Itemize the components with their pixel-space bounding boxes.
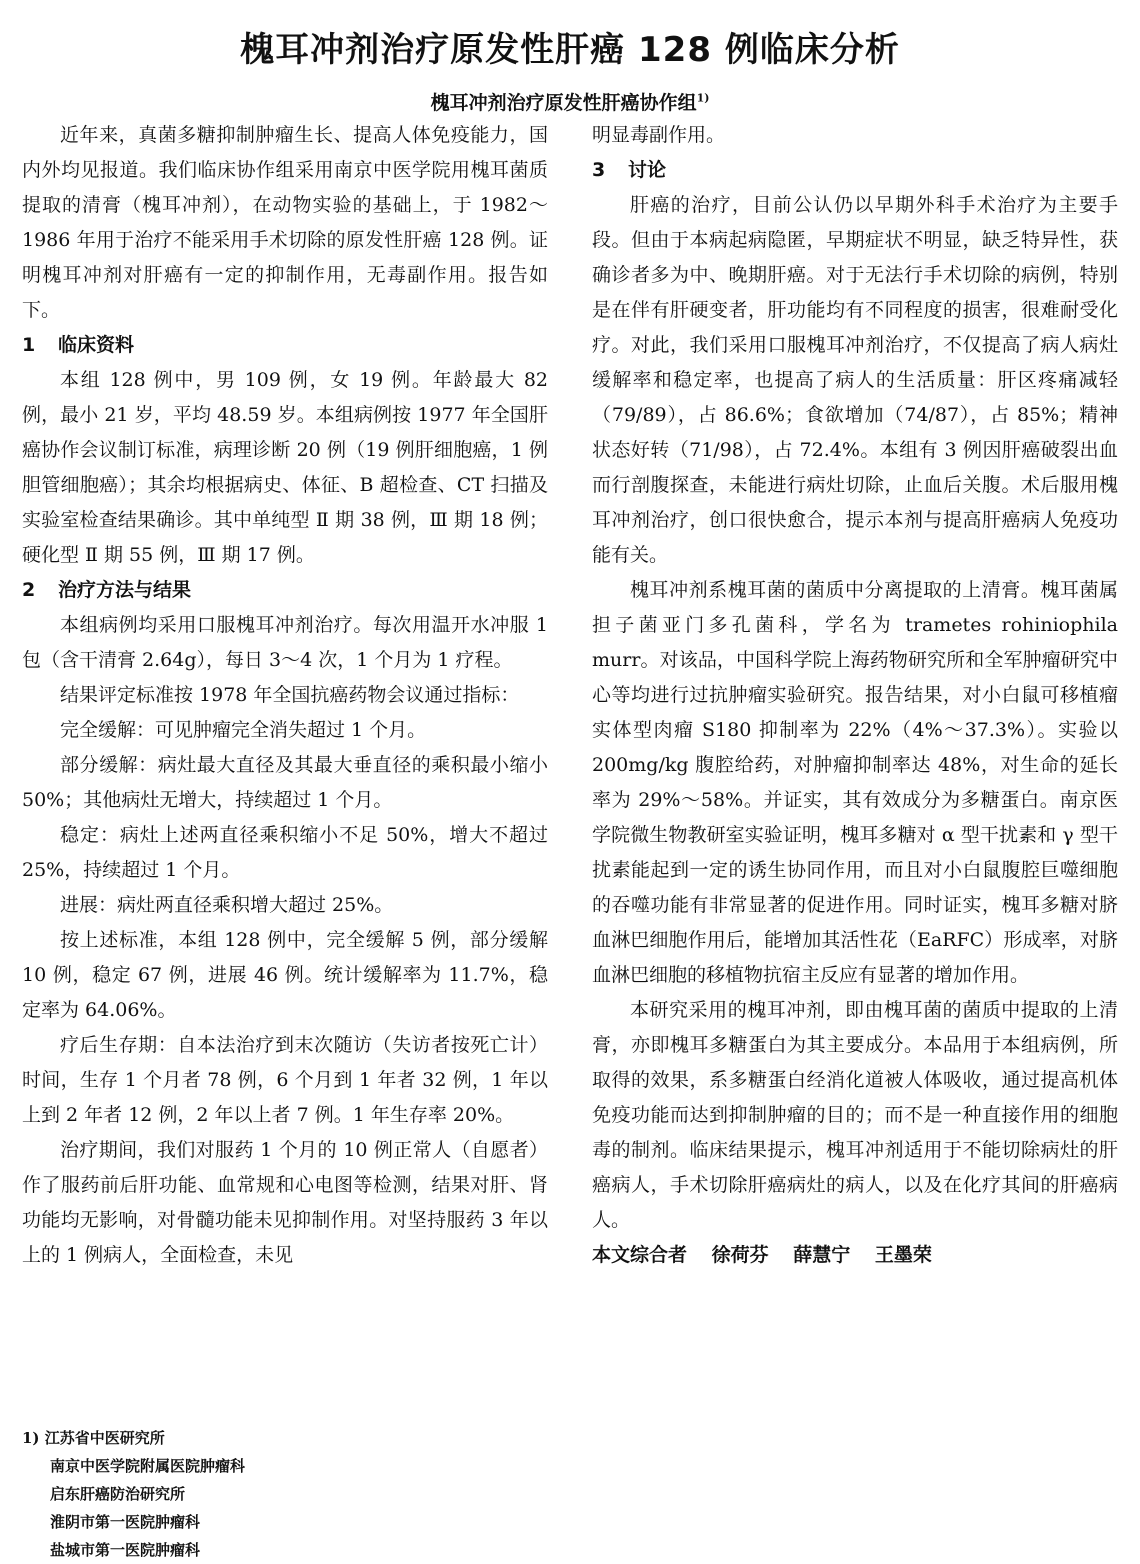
author-signature: 本文综合者 徐荷芬 薛慧宁 王墨荣 <box>592 1244 932 1266</box>
paragraph: 疗后生存期：自本法治疗到末次随访（失访者按死亡计）时间，生存 1 个月者 78 例，6 个月到 1 年者 32 例，1 年以上到 2 年者 12 例，2 年以上者 7 例。1 年生存率 20%。 <box>22 1034 548 1126</box>
footnote-item: 启东肝癌防治研究所 <box>50 1485 186 1503</box>
section-heading-1 <box>22 328 548 363</box>
paragraph: 槐耳冲剂系槐耳菌的菌质中分离提取的上清膏。槐耳菌属担子菌亚门多孔菌科，学名为 trametes rohiniophila murr。对该品，中国科学院上海药物研究所和全军肿瘤研究中心等均进行过抗肿瘤实验研究。报告结果，对小白鼠可移植瘤实体型肉瘤 S180 抑制率为 22%（4%～37.3%）。实验以 200mg/kg 腹腔给药，对肿瘤抑制率达 48%，对生命的延长率为 29%～58%。并证实，其有效成分为多糖蛋白。南京医学院微生物教研室实验证明，槐耳多糖对 α 型干扰素和 γ 型干扰素能起到一定的诱生协同作用，而且对小白鼠腹腔巨噬细胞的吞噬功能有非常显著的促进作用。同时证实，槐耳多糖对脐血淋巴细胞作用后，能增加其活性花（EaRFC）形成率，对脐血淋巴细胞的移植物抗宿主反应有显著的增加作用。 <box>592 579 1118 986</box>
section-number: 2 <box>22 579 36 601</box>
paragraph: 本组 128 例中，男 109 例，女 19 例。年龄最大 82 例，最小 21 岁，平均 48.59 岁。本组病例按 1977 年全国肝癌协作会议制订标准，病理诊断 20 例（19 例肝细胞癌，1 例胆管细胞癌）；其余均根据病史、体征、B 超检查、CT 扫描及实验室检查结果确诊。其中单纯型 Ⅱ 期 38 例，Ⅲ 期 18 例；硬化型 Ⅱ 期 55 例，Ⅲ 期 17 例。 <box>22 369 548 566</box>
section-title: 治疗方法与结果 <box>58 579 192 601</box>
section-number: 3 <box>592 159 606 181</box>
footnote-item: 淮阴市第一医院肿瘤科 <box>50 1513 201 1531</box>
footnote-item: 1) 江苏省中医研究所 <box>22 1429 165 1447</box>
section-heading-2 <box>22 573 548 608</box>
footnotes <box>22 1424 542 1564</box>
paper-title: 槐耳冲剂治疗原发性肝癌 128 例临床分析 <box>240 30 900 70</box>
paragraph: 完全缓解：可见肿瘤完全消失超过 1 个月。 <box>60 719 427 741</box>
section-heading-3 <box>592 153 1118 188</box>
paragraph: 本组病例均采用口服槐耳冲剂治疗。每次用温开水冲服 1 包（含干清膏 2.64g），每日 3～4 次，1 个月为 1 疗程。 <box>22 614 548 671</box>
section-title: 讨论 <box>628 159 667 181</box>
intro-paragraph: 近年来，真菌多糖抑制肿瘤生长、提高人体免疫能力，国内外均见报道。我们临床协作组采用南京中医学院用槐耳菌质提取的清膏（槐耳冲剂），在动物实验的基础上，于 1982～1986 年用于治疗不能采用手术切除的原发性肝癌 128 例。证明槐耳冲剂对肝癌有一定的抑制作用，无毒副作用。报告如下。 <box>22 124 548 321</box>
author-footnote-mark: 1) <box>696 91 710 105</box>
paragraph: 部分缓解：病灶最大直径及其最大垂直径的乘积最小缩小 50%；其他病灶无增大，持续超过 1 个月。 <box>22 754 548 811</box>
section-title: 临床资料 <box>58 334 135 356</box>
footnote-item: 盐城市第一医院肿瘤科 <box>50 1541 201 1559</box>
paragraph: 治疗期间，我们对服药 1 个月的 10 例正常人（自愿者）作了服药前后肝功能、血常规和心电图等检测，结果对肝、肾功能均无影响，对骨髓功能未见抑制作用。对坚持服药 3 年以上的 1 例病人，全面检查，未见 <box>22 1139 548 1266</box>
paragraph: 结果评定标准按 1978 年全国抗癌药物会议通过指标： <box>60 684 520 706</box>
section-number: 1 <box>22 334 36 356</box>
paragraph: 肝癌的治疗，目前公认仍以早期外科手术治疗为主要手段。但由于本病起病隐匿，早期症状不明显，缺乏特异性，获确诊者多为中、晚期肝癌。对于无法行手术切除的病例，特别是在伴有肝硬变者，肝功能均有不同程度的损害，很难耐受化疗。对此，我们采用口服槐耳冲剂治疗，不仅提高了病人病灶缓解率和稳定率，也提高了病人的生活质量：肝区疼痛减轻（79/89），占 86.6%；食欲增加（74/87），占 85%；精神状态好转（71/98），占 72.4%。本组有 3 例因肝癌破裂出血而行剖腹探查，未能进行病灶切除，止血后关腹。术后服用槐耳冲剂治疗，创口很快愈合，提示本剂与提高肝癌病人免疫功能有关。 <box>592 194 1118 566</box>
right-column <box>592 118 1118 1273</box>
author-name: 槐耳冲剂治疗原发性肝癌协作组 <box>430 92 697 114</box>
author-group <box>0 88 1140 115</box>
paragraph: 按上述标准，本组 128 例中，完全缓解 5 例，部分缓解 10 例，稳定 67 例，进展 46 例。统计缓解率为 11.7%，稳定率为 64.06%。 <box>22 929 548 1021</box>
paragraph: 稳定：病灶上述两直径乘积缩小不足 50%，增大不超过 25%，持续超过 1 个月。 <box>22 824 548 881</box>
paragraph: 进展：病灶两直径乘积增大超过 25%。 <box>60 894 394 916</box>
continued-paragraph: 明显毒副作用。 <box>592 124 726 146</box>
left-column <box>22 118 548 1273</box>
paragraph: 本研究采用的槐耳冲剂，即由槐耳菌的菌质中提取的上清膏，亦即槐耳多糖蛋白为其主要成分。本品用于本组病例，所取得的效果，系多糖蛋白经消化道被人体吸收，通过提高机体免疫功能而达到抑制肿瘤的目的；而不是一种直接作用的细胞毒的制剂。临床结果提示，槐耳冲剂适用于不能切除病灶的肝癌病人，手术切除肝癌病灶的病人，以及在化疗其间的肝癌病人。 <box>592 999 1118 1231</box>
footnote-item: 南京中医学院附属医院肿瘤科 <box>50 1457 246 1475</box>
